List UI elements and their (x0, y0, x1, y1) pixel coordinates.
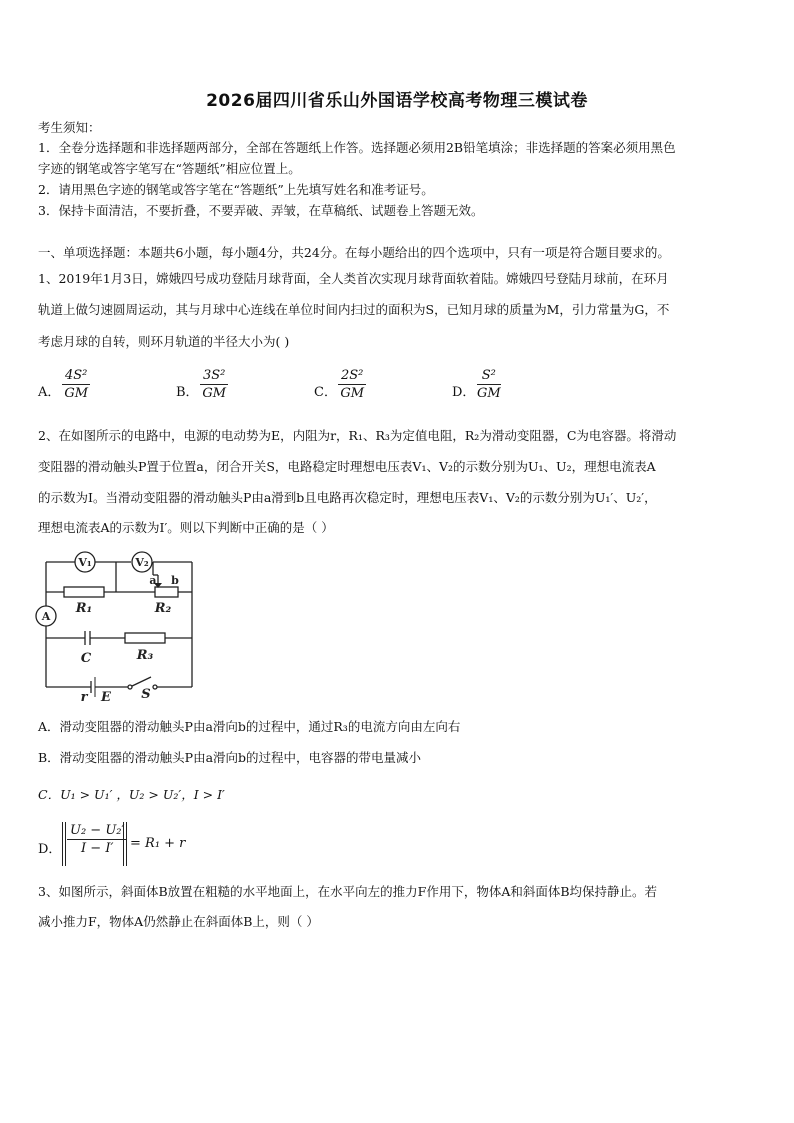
q1-option-c-denominator: GM (340, 386, 365, 401)
r3-label: R₃ (136, 648, 154, 663)
q1-option-d-denominator: GM (477, 386, 501, 401)
e-label: E (101, 690, 111, 705)
q2-option-d-denominator: I − I′ (81, 841, 114, 856)
notice-heading: 考生须知： (38, 120, 101, 135)
notice-line-4: 3．保持卡面清洁，不要折叠，不要弄破、弄皱，在草稿纸、试题卷上答题无效。 (38, 203, 484, 218)
notice-line-2: 字迹的钢笔或答字笔写在“答题纸”相应位置上。 (38, 161, 301, 176)
v2-label: V₂ (135, 556, 149, 569)
slider-b-label: b (171, 574, 179, 587)
q3-line-2: 减小推力F，物体A仍然静止在斜面体B上，则（ ） (38, 914, 319, 929)
s-label: S (141, 687, 151, 702)
q2-option-d-label: D． (38, 842, 62, 857)
q1-line-2: 轨道上做匀速圆周运动，其与月球中心连线在单位时间内扫过的面积为S，已知月球的质量为M，引力常量为G，不 (38, 302, 670, 317)
ammeter-label: A (41, 610, 51, 623)
notice-line-3: 2．请用黑色字迹的钢笔或答字笔在“答题纸”上先填写姓名和准考证号。 (38, 182, 434, 197)
r1-label: R₁ (75, 601, 93, 616)
q1-line-1: 1、2019年1月3日，嫦娥四号成功登陆月球背面，全人类首次实现月球背面软着陆。嫦娥四号登陆月球前，在环月 (38, 271, 669, 286)
q2-option-c: C．U₁ > U₁′ ，U₂ > U₂′，I > I′ (38, 787, 225, 802)
q1-option-a-fraction (62, 368, 90, 401)
q1-option-b-denominator: GM (202, 386, 227, 401)
page-title: 2026届四川省乐山外国语学校高考物理三模试卷 (206, 91, 588, 111)
q1-option-a-numerator: 4S² (62, 368, 90, 385)
q3-line-1: 3、如图所示，斜面体B放置在粗糙的水平地面上，在水平向左的推力F作用下，物体A和斜面体B均保持静止。若 (38, 884, 658, 899)
q1-option-d-label: D． (452, 385, 476, 400)
q2-option-d-rhs: = R₁ + r (130, 836, 186, 851)
q1-option-b-numerator: 3S² (200, 368, 228, 385)
q1-option-c-fraction (338, 368, 366, 401)
q2-option-b: B．滑动变阻器的滑动触头P由a滑向b的过程中，电容器的带电量减小 (38, 750, 422, 765)
q2-line-4: 理想电流表A的示数为I′。则以下判断中正确的是（ ） (38, 520, 334, 535)
section-heading: 一、单项选择题：本题共6小题，每小题4分，共24分。在每小题给出的四个选项中，只有一项是符合题目要求的。 (38, 245, 670, 260)
q1-option-d-numerator: S² (477, 368, 501, 385)
notice-line-1: 1．全卷分选择题和非选择题两部分，全部在答题纸上作答。选择题必须用2B铅笔填涂；非选择题的答案必须用黑色 (38, 140, 676, 155)
q1-option-c-numerator: 2S² (338, 368, 366, 385)
q2-option-d-abs-right (123, 822, 127, 866)
q2-line-1: 2、在如图所示的电路中，电源的电动势为E，内阻为r，R₁、R₃为定值电阻，R₂为滑动变阻器，C为电容器。将滑动 (38, 428, 677, 443)
q2-option-d-abs-left (62, 822, 66, 866)
circuit-diagram (34, 545, 204, 705)
c-label: C (80, 651, 92, 666)
q1-option-b-fraction (200, 368, 228, 401)
r-label: r (80, 690, 88, 705)
q1-option-a-denominator: GM (64, 386, 89, 401)
r2-label: R₂ (154, 601, 172, 616)
q2-option-a: A．滑动变阻器的滑动触头P由a滑向b的过程中，通过R₃的电流方向由左向右 (38, 719, 461, 734)
q1-option-c-label: C． (314, 385, 337, 400)
q2-line-3: 的示数为I。当滑动变阻器的滑动触头P由a滑到b且电路再次稳定时，理想电压表V₁、V₂的示数分别为U₁′、U₂′， (38, 490, 657, 505)
slider-a-label: a (149, 574, 157, 587)
q1-option-a-label: A． (38, 385, 61, 400)
q2-option-d-fraction (67, 823, 127, 856)
q2-line-2: 变阻器的滑动触头P置于位置a，闭合开关S，电路稳定时理想电压表V₁、V₂的示数分别为U₁、U₂，理想电流表A (38, 459, 656, 474)
q2-option-d-numerator: U₂ − U₂′ (67, 823, 127, 840)
v1-label: V₁ (78, 556, 92, 569)
q1-option-d-fraction (477, 368, 501, 401)
q1-line-3: 考虑月球的自转，则环月轨道的半径大小为( ) (38, 334, 290, 349)
q1-option-b-label: B． (176, 385, 199, 400)
